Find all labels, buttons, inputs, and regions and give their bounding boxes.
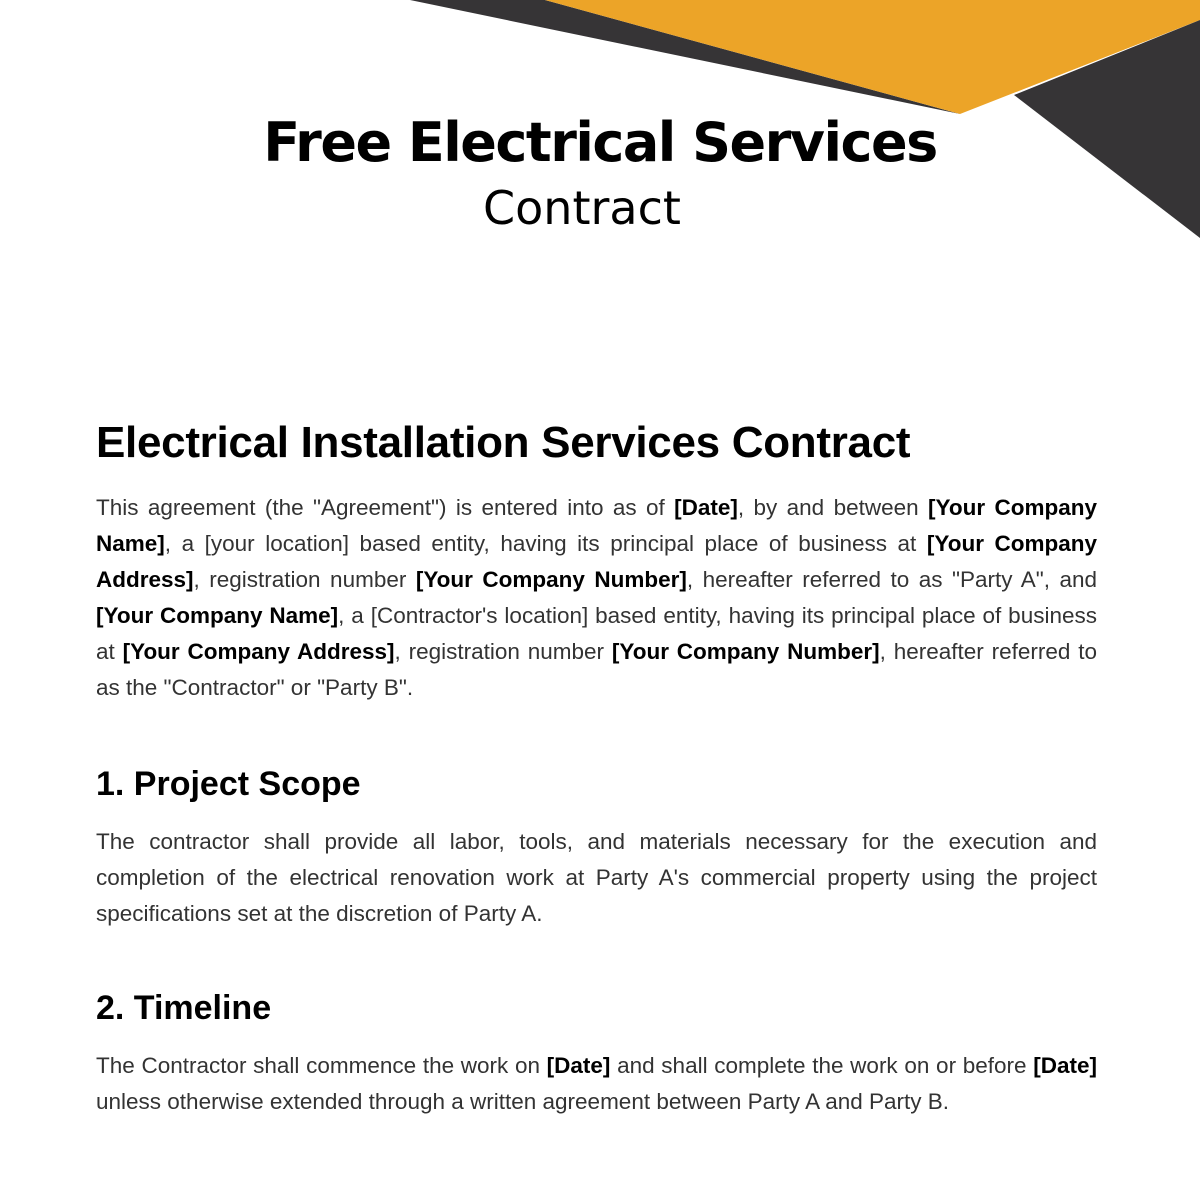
placeholder-field: [Date] (674, 495, 738, 520)
placeholder-field: [Your Company Address] (96, 531, 1098, 592)
document-title: Electrical Installation Services Contract (96, 418, 911, 467)
section-paragraph: The contractor shall provide all labor, tools, and materials necessary for the execution and completion of the electrical renovation work at Party A's commercial property using the project specifications set at the discretion of Party A. (96, 829, 1097, 926)
placeholder-field: [Your Company Address] (122, 639, 395, 664)
placeholder-field: [Your Company Name] (96, 495, 1097, 556)
placeholder-field: [Your Company Number] (611, 639, 880, 664)
placeholder-field: [Your Company Number] (415, 567, 687, 592)
section-heading: 1. Project Scope (96, 765, 361, 803)
section-paragraph: The Contractor shall commence the work on [Date] and shall complete the work on or before [Date] unless otherwise extended through a written agreement between Party A and Party B. (96, 1053, 1097, 1114)
placeholder-field: [Date] (546, 1053, 611, 1078)
header-subtitle: Contract (483, 181, 681, 235)
intro-paragraph: This agreement (the "Agreement") is entered into as of [Date], by and between [Your Company Name], a [your location] based entity, having its principal place of business at [Your Company Address], registration number [Your Company Number], hereafter referred to as "Party A", and [Your Company Name], a [Contractor's location] based entity, having its principal place of business at [Your Company Address], registration number [Your Company Number], hereafter referred to as the "Contractor" or "Party B". (96, 495, 1098, 700)
section-timeline (96, 984, 1097, 1120)
document-header (0, 108, 1200, 238)
document-body (96, 412, 1097, 1120)
header-title: Free Electrical Services (263, 111, 937, 174)
placeholder-field: [Your Company Name] (96, 603, 339, 628)
section-project-scope (96, 760, 1097, 932)
placeholder-field: [Date] (1033, 1053, 1097, 1078)
section-heading: 2. Timeline (96, 989, 272, 1027)
